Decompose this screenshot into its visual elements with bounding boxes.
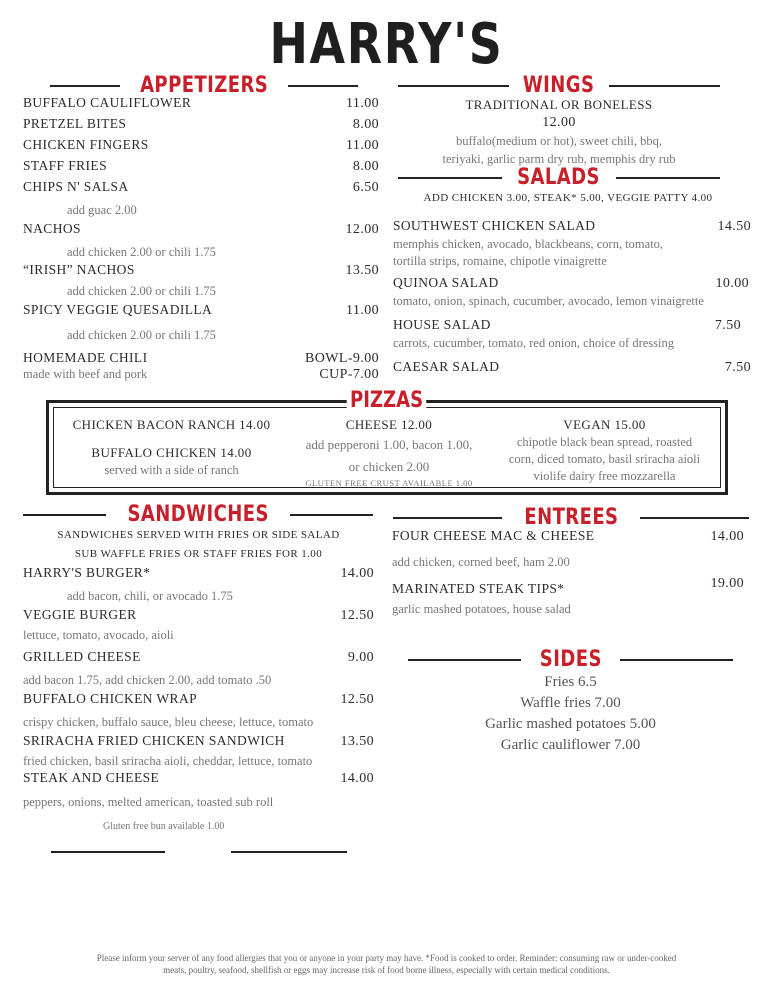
- side-item: Fries 6.5: [544, 674, 597, 690]
- menu-item: [23, 116, 379, 137]
- menu-item: [23, 350, 379, 367]
- item-desc: tortilla strips, romaine, chipotle vinaigrette: [393, 254, 607, 268]
- divider: [616, 177, 720, 179]
- item-price: 14.50: [717, 219, 751, 234]
- item-price-cup: CUP-7.00: [319, 367, 379, 382]
- item-addon: add chicken 2.00 or chili 1.75: [67, 328, 216, 342]
- item-name: HOMEMADE CHILI: [23, 350, 148, 365]
- item-name: PRETZEL BITES: [23, 116, 127, 131]
- item-price: 13.50: [340, 734, 374, 749]
- menu-item: [23, 137, 379, 158]
- disclaimer-line: Please inform your server of any food allergies that you or anyone in your party may have. *Food is cooked to order. Reminder: consuming raw or under-cooked: [96, 953, 677, 963]
- item-price: 12.50: [340, 608, 374, 623]
- item-name: VEGGIE BURGER: [23, 607, 137, 622]
- pizza-name: CHICKEN BACON RANCH 14.00: [72, 417, 271, 432]
- item-desc: add chicken, corned beef, ham 2.00: [392, 555, 570, 569]
- item-price: 7.50: [714, 318, 741, 333]
- item-price: 19.00: [710, 576, 744, 591]
- item-name: MARINATED STEAK TIPS*: [392, 581, 565, 596]
- pizza-name: BUFFALO CHICKEN 14.00: [91, 445, 252, 460]
- item-addon: add guac 2.00: [67, 203, 137, 217]
- sides-section: [408, 672, 733, 756]
- wings-title: WINGS: [523, 73, 595, 98]
- item-price: 12.50: [340, 692, 374, 707]
- item-desc: lettuce, tomato, avocado, aioli: [23, 628, 174, 642]
- item-desc: carrots, cucumber, tomato, red onion, choice of dressing: [393, 336, 675, 350]
- salads-addons: ADD CHICKEN 3.00, STEAK* 5.00, VEGGIE PATTY 4.00: [423, 192, 713, 204]
- item-price: 12.00: [345, 222, 379, 237]
- item-desc: garlic mashed potatoes, house salad: [392, 602, 571, 616]
- item-price: 14.00: [340, 566, 374, 581]
- sandwiches-title: SANDWICHES: [127, 502, 269, 527]
- item-price: 11.00: [346, 138, 379, 153]
- entrees-header: [393, 506, 749, 530]
- item-name: FOUR CHEESE MAC & CHEESE: [392, 528, 595, 543]
- item-desc: add bacon 1.75, add chicken 2.00, add tomato .50: [23, 673, 272, 687]
- menu-item-detail: [23, 367, 379, 384]
- pizza-name: VEGAN 15.00: [563, 417, 646, 432]
- item-name: NACHOS: [23, 221, 81, 236]
- sides-header: [408, 648, 733, 672]
- divider: [290, 514, 373, 516]
- menu-item: [23, 607, 374, 626]
- item-price: 10.00: [715, 276, 749, 291]
- sandwiches-header: [23, 503, 373, 527]
- divider: [393, 517, 502, 519]
- pizza-desc: chipotle black bean spread, roasted: [516, 435, 693, 449]
- item-addon: add chicken 2.00 or chili 1.75: [67, 284, 216, 298]
- menu-item: [23, 770, 374, 792]
- item-price: 7.50: [724, 360, 751, 375]
- wings-flavors: buffalo(medium or hot), sweet chili, bbq,: [456, 134, 662, 148]
- salads-header: [398, 166, 720, 190]
- pizza-column-1: [54, 408, 289, 487]
- pizza-name: CHEESE 12.00: [345, 417, 433, 432]
- pizza-desc: or chicken 2.00: [348, 459, 430, 474]
- pizzas-title: PIZZAS: [347, 388, 427, 414]
- wings-subtitle: TRADITIONAL OR BONELESS: [465, 97, 653, 112]
- pizza-column-3: [489, 408, 720, 487]
- menu-item: [392, 528, 744, 546]
- divider: [640, 517, 749, 519]
- item-name: HARRY'S BURGER*: [23, 565, 151, 580]
- gluten-free-bun-note: Gluten free bun available 1.00: [103, 821, 225, 832]
- entrees-title: ENTREES: [523, 505, 619, 530]
- pizza-desc: add pepperoni 1.00, bacon 1.00,: [305, 437, 473, 452]
- salads-title: SALADS: [517, 165, 601, 190]
- menu-item: [23, 179, 379, 200]
- menu-item: [393, 275, 751, 293]
- item-price: 9.00: [347, 650, 374, 665]
- item-name: CHIPS N' SALSA: [23, 179, 129, 194]
- item-name: HOUSE SALAD: [393, 317, 491, 332]
- item-name: GRILLED CHEESE: [23, 649, 141, 664]
- item-price: 14.00: [340, 771, 374, 786]
- item-name: SOUTHWEST CHICKEN SALAD: [393, 218, 596, 233]
- item-name: “IRISH” NACHOS: [23, 262, 135, 277]
- divider: [231, 851, 347, 853]
- divider: [288, 85, 358, 87]
- menu-item: [23, 158, 379, 179]
- pizzas-header: [0, 388, 773, 414]
- allergy-disclaimer: [40, 952, 733, 976]
- divider: [398, 85, 509, 87]
- item-price: BOWL-9.00: [305, 351, 379, 366]
- item-name: STEAK AND CHEESE: [23, 770, 160, 785]
- item-desc: crispy chicken, buffalo sauce, bleu cheese, lettuce, tomato: [23, 715, 314, 729]
- entrees-section: [392, 528, 744, 618]
- disclaimer-line: meats, poultry, seafood, shellfish or eggs may increase risk of food borne illness, especially with certain medical conditions.: [163, 965, 610, 975]
- side-item: Waffle fries 7.00: [520, 695, 621, 711]
- item-price: 6.50: [352, 180, 379, 195]
- divider: [23, 514, 106, 516]
- item-name: CAESAR SALAD: [393, 359, 500, 374]
- wings-header: [398, 74, 720, 98]
- wings-price: 12.00: [542, 115, 576, 130]
- item-desc: made with beef and pork: [23, 367, 148, 381]
- item-desc: peppers, onions, melted american, toasted sub roll: [23, 795, 274, 809]
- menu-item: [393, 317, 751, 335]
- divider: [408, 659, 521, 661]
- menu-item: [392, 576, 744, 596]
- item-desc: memphis chicken, avocado, blackbeans, corn, tomato,: [393, 237, 664, 251]
- menu-item: [23, 95, 379, 116]
- item-desc: fried chicken, basil sriracha aioli, cheddar, lettuce, tomato: [23, 754, 313, 768]
- item-name: STAFF FRIES: [23, 158, 107, 173]
- pizza-desc: served with a side of ranch: [104, 463, 239, 477]
- item-price: 8.00: [352, 159, 379, 174]
- side-item: Garlic cauliflower 7.00: [500, 737, 641, 753]
- pizzas-inner-frame: [53, 407, 721, 488]
- pizza-desc: violife dairy free mozzarella: [533, 469, 676, 483]
- item-name: CHICKEN FINGERS: [23, 137, 149, 152]
- pizza-column-2: [289, 408, 489, 487]
- restaurant-logo: HARRY'S: [269, 12, 504, 77]
- menu-item: [393, 359, 751, 377]
- menu-item: [23, 302, 379, 323]
- item-price: 13.50: [345, 263, 379, 278]
- menu-item: [393, 218, 751, 236]
- menu-item: [23, 649, 374, 669]
- item-name: SRIRACHA FRIED CHICKEN SANDWICH: [23, 733, 285, 748]
- menu-item: [23, 691, 374, 711]
- divider: [51, 851, 165, 853]
- sides-title: SIDES: [539, 647, 602, 672]
- item-name: SPICY VEGGIE QUESADILLA: [23, 302, 213, 317]
- item-price: 11.00: [346, 303, 379, 318]
- item-price: 11.00: [346, 96, 379, 111]
- item-name: BUFFALO CHICKEN WRAP: [23, 691, 198, 706]
- side-item: Garlic mashed potatoes 5.00: [485, 716, 656, 732]
- item-name: BUFFALO CAULIFLOWER: [23, 95, 192, 110]
- divider: [50, 85, 120, 87]
- appetizers-title: APPETIZERS: [139, 73, 269, 98]
- sandwiches-note: SANDWICHES SERVED WITH FRIES OR SIDE SALAD: [57, 529, 340, 541]
- item-price: 8.00: [352, 117, 379, 132]
- menu-item: [23, 565, 374, 585]
- appetizers-list: [23, 95, 379, 384]
- item-addon: add bacon, chili, or avocado 1.75: [67, 589, 233, 603]
- pizzas-box: [46, 400, 728, 495]
- item-addon: add chicken 2.00 or chili 1.75: [67, 245, 216, 259]
- divider: [398, 177, 502, 179]
- pizza-desc: corn, diced tomato, basil sriracha aioli: [508, 452, 701, 466]
- menu-item: [23, 221, 379, 242]
- sandwiches-note: SUB WAFFLE FRIES OR STAFF FRIES FOR 1.00: [74, 548, 323, 560]
- menu-item: [23, 733, 374, 752]
- wings-flavors: teriyaki, garlic parm dry rub, memphis dry rub: [442, 152, 676, 166]
- divider: [620, 659, 733, 661]
- salads-section: [393, 190, 751, 377]
- divider: [609, 85, 720, 87]
- item-desc: tomato, onion, spinach, cucumber, avocado, lemon vinaigrette: [393, 294, 704, 308]
- item-price: 14.00: [710, 529, 744, 544]
- menu-item: [23, 262, 379, 281]
- gluten-free-crust-note: GLUTEN FREE CRUST AVAILABLE 1.00: [305, 478, 473, 488]
- item-name: QUINOA SALAD: [393, 275, 499, 290]
- sandwiches-section: [23, 527, 374, 834]
- wings-section: [398, 96, 720, 168]
